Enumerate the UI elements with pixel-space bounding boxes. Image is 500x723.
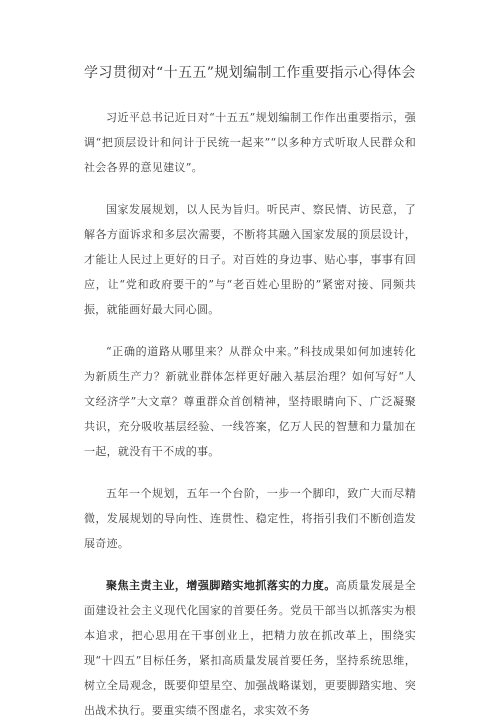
paragraph-2 bbox=[84, 197, 416, 322]
paragraph-5-lead: 聚焦主责主业，增强脚踏实地抓落实的力度。 bbox=[106, 579, 336, 592]
paragraph-3 bbox=[84, 339, 416, 464]
paragraph-1 bbox=[84, 105, 416, 180]
paragraph-1-text: 习近平总书记近日对“十五五”规划编制工作作出重要指示，强调“把顶层设计和问计于民统一起来”“以多种方式听取人民群众和社会各界的意见建议”。 bbox=[84, 111, 416, 174]
paragraph-5-text: 高质量发展是全面建设社会主义现代化国家的首要任务。党员干部当以抓落实为根本追求，把心思用在干事创业上，把精力放在抓改革上，围绕实现“十四五”目标任务，紧扣高质量发展首要任务，坚持系统思维，树立全局观念，既要仰望星空、加强战略谋划，更要脚踏实地、突出战术执行。要重实绩不图虚名，求实效不务 bbox=[84, 579, 416, 717]
paragraph-2-text: 国家发展规划，以人民为旨归。听民声、察民情、访民意，了解各方面诉求和多层次需要，不断将其融入国家发展的顶层设计，才能让人民过上更好的日子。对百姓的身边事、贴心事，事事有回应，让“党和政府要干的”与“老百姓心里盼的”紧密对接、同频共振，就能画好最大同心圆。 bbox=[84, 203, 416, 316]
paragraph-5 bbox=[84, 573, 416, 723]
document-title: 学习贯彻对“十五五”规划编制工作重要指示心得体会 bbox=[84, 65, 416, 81]
paragraph-3-text: “正确的道路从哪里来？从群众中来。”科技成果如何加速转化为新质生产力？新就业群体怎样更好融入基层治理？如何写好“人文经济学”大文章？尊重群众首创精神，坚持眼睛向下、广泛凝聚共识，充分吸收基层经验、一线答案，亿万人民的智慧和力量加在一起，就没有干不成的事。 bbox=[84, 345, 416, 458]
paragraph-4 bbox=[84, 481, 416, 556]
paragraph-4-text: 五年一个规划，五年一个台阶，一步一个脚印，致广大而尽精微，发展规划的导向性、连贯性、稳定性，将指引我们不断创造发展奇迹。 bbox=[84, 487, 416, 550]
